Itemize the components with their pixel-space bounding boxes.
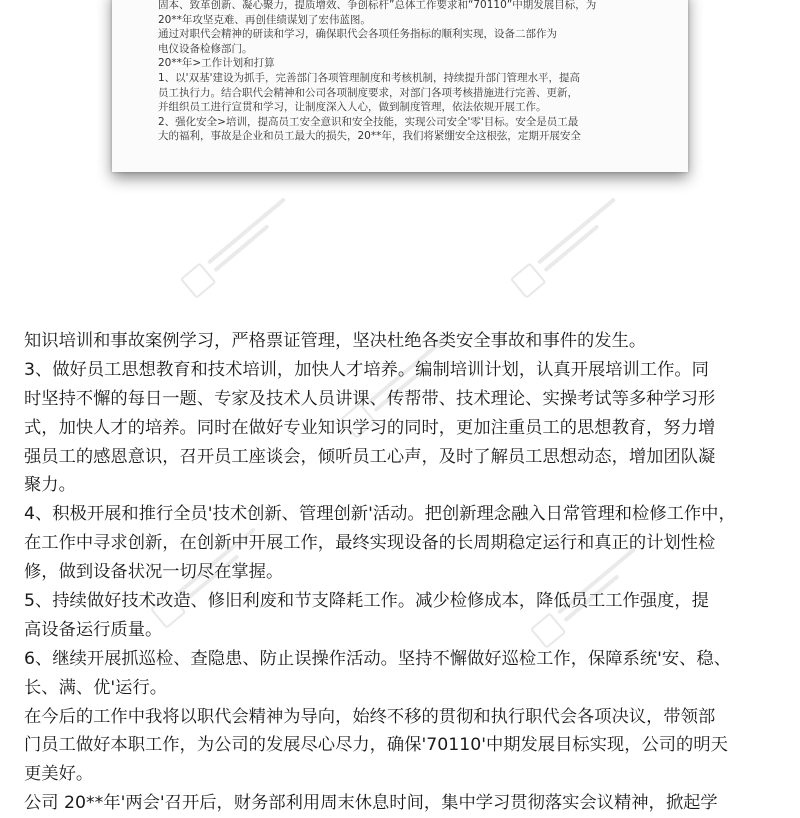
body-line: 5、持续做好技术改造、修旧利废和节支降耗工作。减少检修成本，降低员工工作强度，提 <box>24 591 709 612</box>
body-line: 公司 20**年'两会'召开后，财务部利用周末休息时间，集中学习贯彻落实会议精神，掀起学 <box>24 793 718 814</box>
body-line: 3、做好员工思想教育和技术培训，加快人才培养。编制培训计划，认真开展培训工作。同 <box>24 359 709 380</box>
preview-line: 2、强化安全>培训，提高员工安全意识和安全技能，实现公司安全'零'目标。安全是员工最 <box>158 115 579 128</box>
body-line: 式，加快人才的培养。同时在做好专业知识学习的同时，更加注重员工的思想教育，努力增 <box>24 417 716 438</box>
body-line: 知识培训和事故案例学习，严格票证管理，坚决杜绝各类安全事故和事件的发生。 <box>24 331 647 351</box>
body-line: 聚力。 <box>24 475 76 496</box>
preview-line: 20**年>工作计划和打算 <box>158 57 275 70</box>
watermark-logo-icon <box>498 169 651 311</box>
body-line: 时坚持不懈的每日一题、专家及技术人员讲课、传帮带、技术理论、实操考试等多种学习形 <box>24 388 716 409</box>
preview-line: 电仪设备检修部门。 <box>158 42 253 55</box>
document-preview-text <box>158 0 658 144</box>
body-line: 6、继续开展抓巡检、查隐患、防止误操作活动。坚持不懈做好巡检工作，保障系统'安、稳、 <box>24 648 731 669</box>
body-line: 在工作中寻求创新，在创新中开展工作，最终实现设备的长周期稳定运行和真正的计划性检 <box>24 533 716 554</box>
body-line: 修，做到设备状况一切尽在掌握。 <box>24 562 284 583</box>
preview-line: 大的福利，事故是企业和员工最大的损失，20**年，我们将紧绷安全这根弦，定期开展安全 <box>158 130 581 143</box>
body-line: 高设备运行质量。 <box>24 619 163 640</box>
preview-line: 1、以'双基'建设为抓手，完善部门各项管理制度和考核机制，持续提升部门管理水平，提高 <box>158 71 580 84</box>
body-line: 4、积极开展和推行全员'技术创新、管理创新'活动。把创新理念融入日常管理和检修工作中， <box>24 504 736 525</box>
document-body <box>24 327 779 818</box>
body-line: 强员工的感恩意识，召开员工座谈会，倾听员工心声，及时了解员工思想动态，增加团队凝 <box>24 446 716 467</box>
body-line: 在今后的工作中我将以职代会精神为导向，始终不移的贯彻和执行职代会各项决议，带领部 <box>24 706 716 727</box>
body-line: 长、满、优'运行。 <box>24 677 168 698</box>
preview-line: 20**年攻坚克难、再创佳绩谋划了宏伟蓝图。 <box>158 13 371 26</box>
preview-line: 并组织员工进行宣贯和学习，让制度深入人心，做到制度管理，依法依规开展工作。 <box>158 101 547 114</box>
document-preview-card <box>112 0 688 172</box>
preview-line: 员工执行力。结合职代会精神和公司各项制度要求，对部门各项考核措施进行完善、更新， <box>158 86 578 99</box>
preview-line: 固本、致革创新、凝心聚力，提质增效、争创标杆”总体工作要求和“70110”中期发展目标，为 <box>158 0 597 11</box>
watermark-logo-icon <box>168 169 321 311</box>
preview-line: 通过对职代会精神的研读和学习，确保职代会各项任务指标的顺利实现，设备二部作为 <box>158 28 557 41</box>
body-line: 门员工做好本职工作，为公司的发展尽心尽力，确保'70110'中期发展目标实现，公司的明天 <box>24 735 728 756</box>
body-line: 更美好。 <box>24 764 94 785</box>
